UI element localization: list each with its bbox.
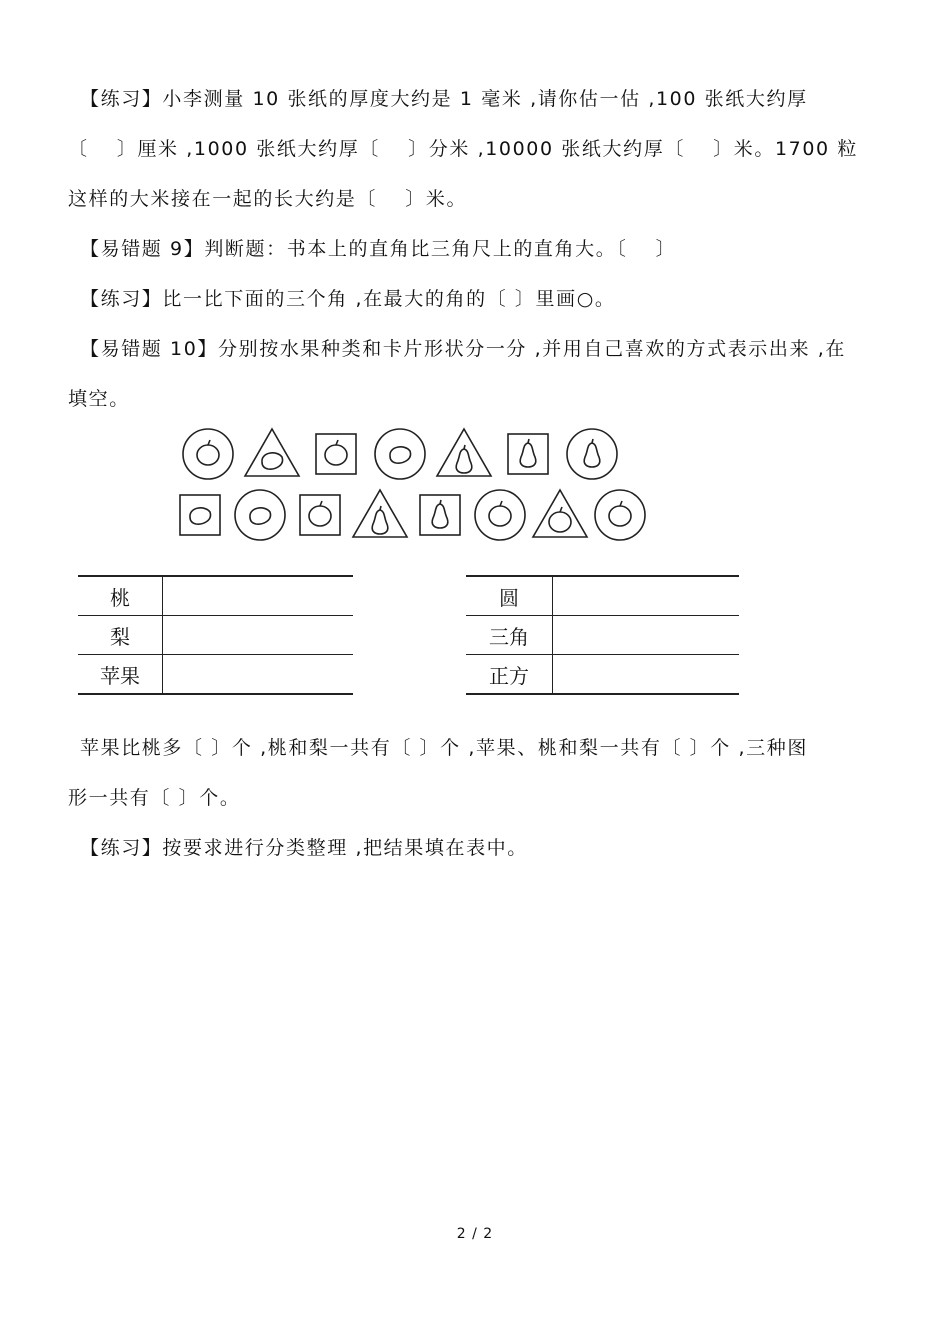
square-card (508, 434, 548, 474)
circle-card (475, 490, 525, 540)
circle-shape (375, 429, 425, 479)
circle-shape (475, 490, 525, 540)
fruit-card-figure (170, 418, 660, 550)
peach-icon (390, 447, 411, 463)
shape-cell-circle[interactable] (553, 576, 740, 616)
circle-shape (567, 429, 617, 479)
page-number: 2 / 2 (456, 1226, 494, 1242)
circle-card (375, 429, 425, 479)
pear-icon (456, 449, 472, 473)
triangle-card (533, 490, 587, 537)
fruit-label-peach: 桃 (78, 576, 163, 616)
fill-in-line-2: 形一共有〔 〕个。 (68, 787, 241, 809)
circle-shape (595, 490, 645, 540)
shape-label-circle: 圆 (466, 576, 553, 616)
circle-card (595, 490, 645, 540)
circle-card (183, 429, 233, 479)
shape-label-triangle: 三角 (466, 616, 553, 655)
triangle-card (245, 429, 299, 476)
peach-icon (250, 508, 271, 524)
apple-icon (549, 512, 571, 532)
error-question-9: 【易错题 9】判断题：书本上的直角比三角尺上的直角大。〔 〕 (80, 238, 677, 260)
card-row-2 (180, 490, 645, 540)
fruit-cell-apple[interactable] (163, 655, 354, 695)
exercise-1-line-2: 〔 〕厘米 ,1000 张纸大约厚〔 〕分米 ,10000 张纸大约厚〔 〕米。1700 粒 (68, 138, 858, 160)
apple-icon (325, 445, 347, 465)
triangle-shape (533, 490, 587, 537)
fruit-label-pear: 梨 (78, 616, 163, 655)
square-shape (300, 495, 340, 535)
peach-icon (262, 453, 283, 469)
circle-shape (235, 490, 285, 540)
peach-icon (190, 508, 211, 524)
triangle-shape (353, 490, 407, 537)
table-row (78, 655, 353, 695)
exercise-1-line-1: 【练习】小李测量 10 张纸的厚度大约是 1 毫米 ,请你估一估 ,100 张纸大约厚 (80, 88, 808, 110)
circle-card (567, 429, 617, 479)
error-question-10-line-1: 【易错题 10】分别按水果种类和卡片形状分一分 ,并用自己喜欢的方式表示出来 ,在 (80, 338, 846, 360)
shape-table (466, 575, 739, 695)
triangle-card (353, 490, 407, 537)
exercise-1-line-3: 这样的大米接在一起的长大约是〔 〕米。 (68, 188, 468, 210)
table-row (466, 655, 739, 695)
square-shape (180, 495, 220, 535)
triangle-card (437, 429, 491, 476)
fruit-label-apple: 苹果 (78, 655, 163, 695)
circle-shape (183, 429, 233, 479)
circle-card (235, 490, 285, 540)
pear-icon (432, 504, 448, 528)
apple-icon (489, 506, 511, 526)
square-card (316, 434, 356, 474)
triangle-shape (437, 429, 491, 476)
exercise-3: 【练习】按要求进行分类整理 ,把结果填在表中。 (80, 837, 528, 859)
fill-in-line-1: 苹果比桃多〔 〕个 ,桃和梨一共有〔 〕个 ,苹果、桃和梨一共有〔 〕个 ,三种图 (80, 737, 808, 759)
square-card (180, 495, 220, 535)
pear-icon (520, 443, 536, 467)
pear-icon (584, 443, 600, 467)
table-row (466, 616, 739, 655)
shape-label-square: 正方 (466, 655, 553, 695)
apple-icon (197, 445, 219, 465)
square-shape (316, 434, 356, 474)
shape-cell-square[interactable] (553, 655, 740, 695)
exercise-2: 【练习】比一比下面的三个角 ,在最大的角的〔 〕里画○。 (80, 288, 616, 310)
square-card (300, 495, 340, 535)
shape-cell-triangle[interactable] (553, 616, 740, 655)
fruit-cell-pear[interactable] (163, 616, 354, 655)
pear-icon (372, 510, 388, 534)
apple-icon (309, 506, 331, 526)
table-row (466, 576, 739, 616)
card-row-1 (183, 429, 617, 479)
fruit-cell-peach[interactable] (163, 576, 354, 616)
square-card (420, 495, 460, 535)
table-row (78, 576, 353, 616)
table-row (78, 616, 353, 655)
apple-icon (609, 506, 631, 526)
error-question-10-line-2: 填空。 (68, 388, 130, 410)
fruit-table (78, 575, 353, 695)
